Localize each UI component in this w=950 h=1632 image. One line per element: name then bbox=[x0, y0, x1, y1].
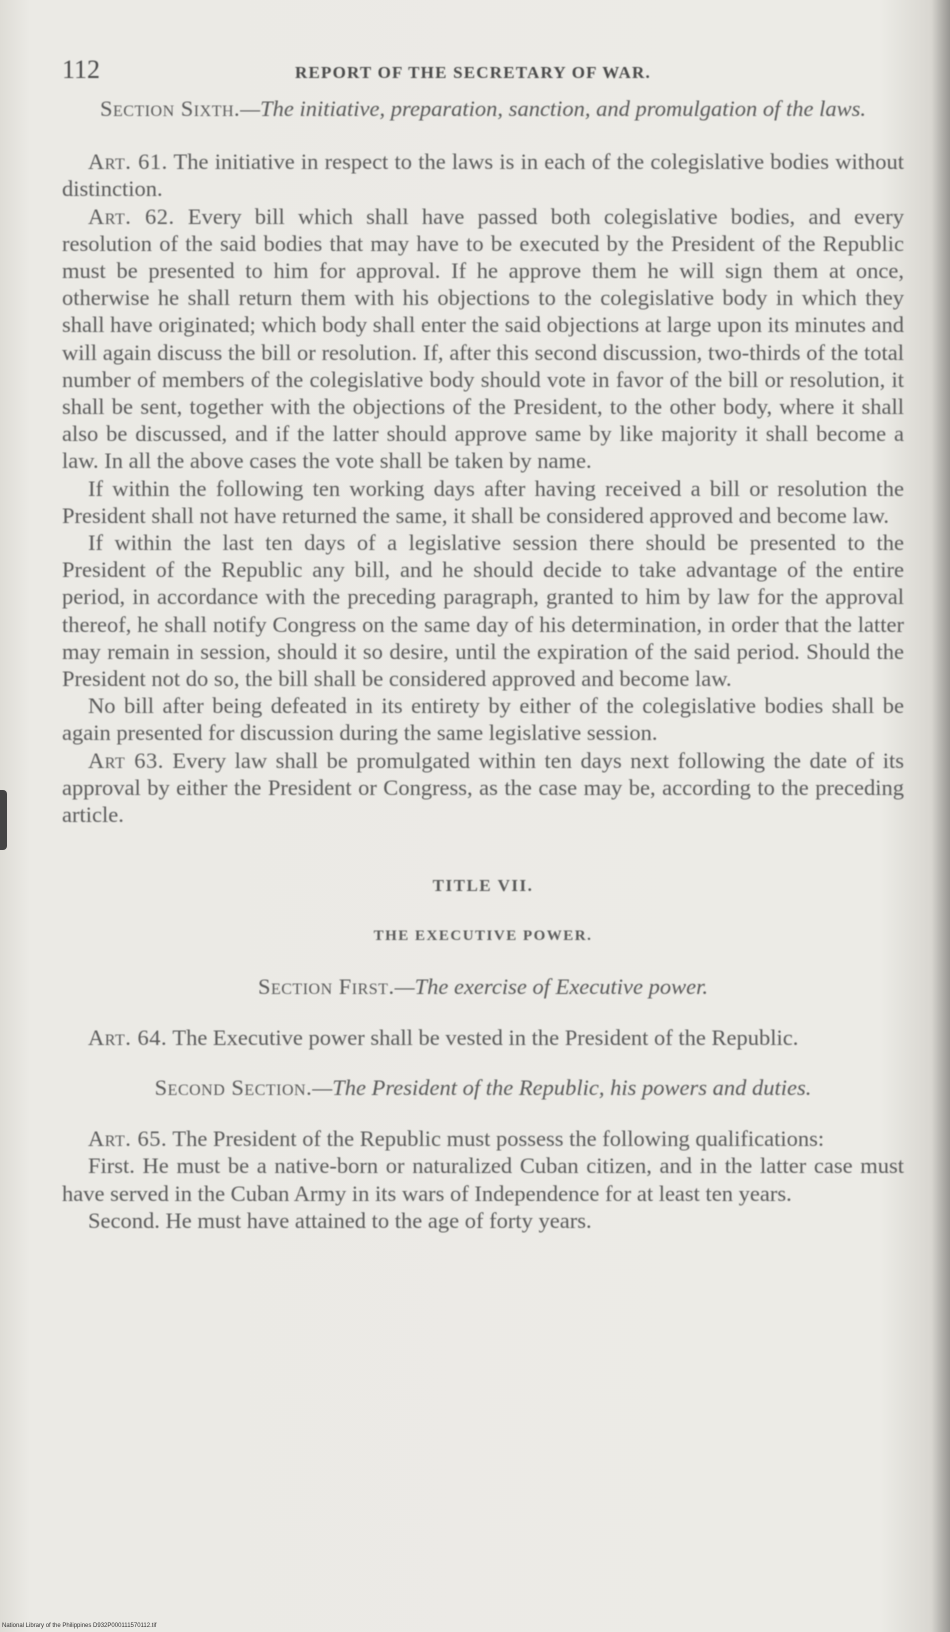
paragraph bbox=[62, 203, 904, 475]
executive-power-heading: THE EXECUTIVE POWER. bbox=[373, 928, 593, 945]
section-first-heading bbox=[62, 973, 904, 1000]
second-section-heading bbox=[62, 1075, 904, 1101]
binding-mark bbox=[0, 790, 7, 850]
section-sixth-heading bbox=[62, 96, 904, 122]
article-label: Art. 64. bbox=[88, 1024, 168, 1050]
second-section-title: —The President of the Republic, his powers and duties. bbox=[312, 1075, 812, 1101]
paragraph bbox=[62, 475, 904, 529]
page-edge-shadow bbox=[932, 0, 950, 1632]
scan-footer: National Library of the Philippines D932P000111570112.tif bbox=[2, 1623, 157, 1629]
paragraph bbox=[62, 529, 904, 692]
article-label: Art. 61. bbox=[88, 149, 168, 175]
article-label: Art. 62. bbox=[88, 203, 175, 229]
paragraph bbox=[62, 692, 904, 746]
paragraph-text: If within the following ten working days after having received a bill or resolution the President shall not have returned the same, it shall be considered approved and become law. bbox=[62, 475, 904, 528]
section-first-label: Section First. bbox=[257, 973, 395, 999]
paragraph-text: First. He must be a native-born or naturalized Cuban citizen, and in the latter case must have served in the Cuban Army in its wars of Independence for at least ten years. bbox=[62, 1153, 904, 1206]
paragraph bbox=[62, 1152, 904, 1206]
paragraph-text: The initiative in respect to the laws is in each of the colegislative bodies without distinction. bbox=[62, 149, 905, 202]
article-label: Art. 65. bbox=[88, 1126, 168, 1152]
paragraph-text: Every bill which shall have passed both colegislative bodies, and every resolution of the said bodies that may have to be executed by the President of the Republic must be presented to him for approval. If he approve them he will sign them at once, otherwise he shall return them with his objections to the colegislative body in which they shall have originated; which body shall enter the said objections at large upon its minutes and will again discuss the bill or resolution. If, after this second discussion, two-thirds of the total number of members of the colegislative body should vote in favor of the bill or resolution, it shall be sent, together with the objections of the President, to the other body, where it shall also be discussed, and if the latter should approve same by like majority it shall become a law. In all the above cases the vote shall be taken by name. bbox=[62, 203, 905, 474]
paragraph bbox=[62, 1024, 904, 1051]
article-label: Art 63. bbox=[88, 747, 164, 773]
page-number: 112 bbox=[62, 55, 101, 84]
paragraph-text: If within the last ten days of a legislative session there should be presented to the President of the Republic any bill, and he should decide to take advantage of the entire period, in accordance with the preceding paragraph, granted to him by law for the approval thereof, he shall notify Congress on the same day of his determination, in order that the latter may remain in session, should it so desire, until the expiration of the said period. Should the President not do so, the bill shall be considered approved and become law. bbox=[62, 530, 904, 692]
second-section-body bbox=[62, 1125, 904, 1234]
section-sixth-body bbox=[62, 148, 904, 828]
running-head: REPORT OF THE SECRETARY OF WAR. bbox=[295, 63, 651, 82]
paragraph bbox=[62, 1207, 904, 1234]
paragraph bbox=[62, 747, 904, 829]
page-header bbox=[62, 56, 904, 86]
paragraph bbox=[62, 1125, 904, 1152]
paragraph-text: The Executive power shall be vested in the President of the Republic. bbox=[167, 1024, 799, 1050]
second-section-label: Second Section. bbox=[154, 1075, 313, 1101]
paragraph-text: The President of the Republic must possess the following qualifications: bbox=[167, 1126, 825, 1152]
section-first-title: —The exercise of Executive power. bbox=[394, 973, 709, 999]
paragraph-text: Every law shall be promulgated within ten days next following the date of its approval by either the President or Congress, as the case may be, according to the preceding article. bbox=[62, 747, 905, 828]
section-sixth-label: Section Sixth. bbox=[100, 96, 241, 122]
page-content bbox=[62, 56, 904, 1234]
title-vii-heading: TITLE VII. bbox=[432, 876, 534, 896]
section-sixth-title: —The initiative, preparation, sanction, and promulgation of the laws. bbox=[240, 96, 866, 122]
paragraph-text: Second. He must have attained to the age of forty years. bbox=[88, 1207, 592, 1233]
paragraph-text: No bill after being defeated in its entirety by either of the colegislative bodies shall be again presented for discussion during the same legislative session. bbox=[62, 693, 904, 746]
paragraph bbox=[62, 148, 904, 202]
